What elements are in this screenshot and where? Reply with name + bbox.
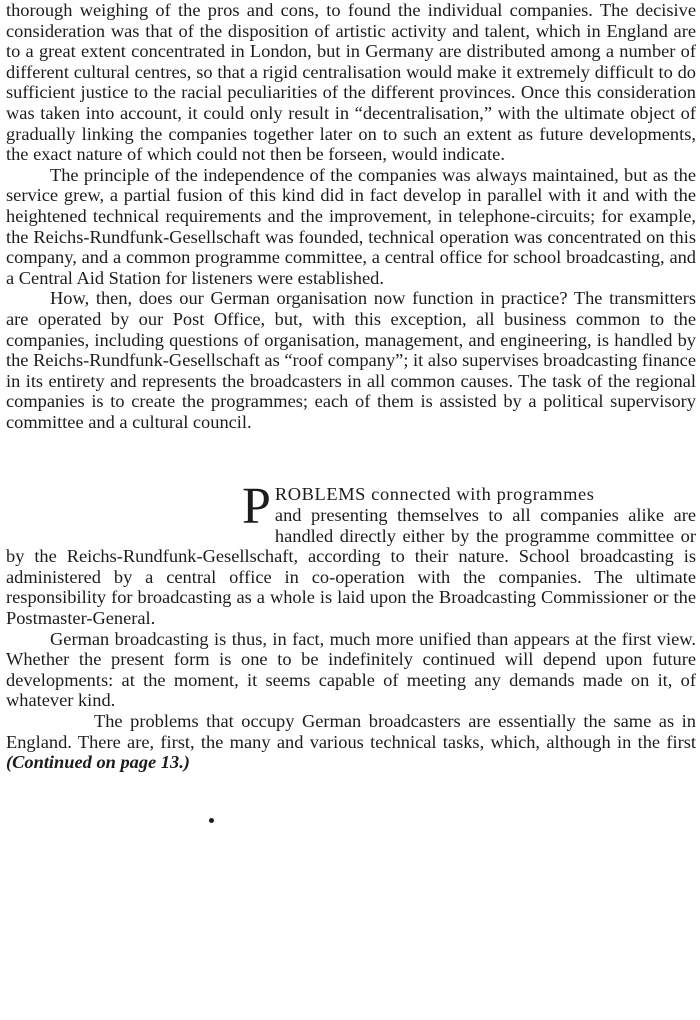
section-gap [6,432,696,484]
paragraph-6-text: The problems that occupy German broadcasters are essentially the same as in England. There are, first, the many and various technical tasks, which, although in the first [6,711,696,752]
article-paragraph-2: The principle of the independence of the companies was always maintained, but as the service grew, a partial fusion of this kind did in fact develop in parallel with it and with the heightened technical requirements and the improvement, in telephone-circuits; for example, the Reichs-Rundfunk-Gesellschaft was founded, technical operation was concentrated on this company, and a common programme committee, a central office for school broadcasting, and a Central Aid Station for listeners were established. [6,164,696,288]
article-paragraph-6 [6,711,696,773]
article-paragraph-1: thorough weighing of the pros and cons, to found the individual companies. The decisive consideration was that of the disposition of artistic activity and talent, which in England are to a great extent concentrated in London, but in Germany are distributed among a number of different cultural centres, so that a rigid centralisation would make it extremely difficult to do sufficient justice to the racial peculiarities of the different provinces. Once this consideration was taken into account, it could only result in “decentralisation,” with the ultimate object of gradually linking the companies together later on to such an extent as future developments, the exact nature of which could not then be forseen, would indicate. [6,0,696,165]
article-paragraph-5: German broadcasting is thus, in fact, much more unified than appears at the first view. Whether the present form is one to be indefinitely continued will depend upon future developments: at the moment, it seems capable of meeting any demands made on it, of whatever kind. [6,628,696,711]
article-paragraph-3: How, then, does our German organisation now function in practice? The transmitters are operated by our Post Office, but, with this exception, all business common to the companies, including questions of organisation, management, and engineering, is handled by the Reichs-Rundfunk-Gesellschaft as “roof company”; it also supervises broadcasting finance in its entirety and represents the broadcasters in all common causes. The task of the regional companies is to create the programmes; each of them is assisted by a political supervisory committee and a cultural council. [6,288,696,432]
continued-on-page-note: (Continued on page 13.) [6,752,190,773]
article-page [6,0,696,773]
print-speck [209,818,214,823]
drop-cap-continuation: and presenting themselves to all companies alike are handled directly either by the programme committee or by the Reichs-Rundfunk-Gesellschaft, according to their nature. School broadcasting is administered by a central office in co-operation with the companies. The ultimate responsibility for broadcasting as a whole is laid upon the Broadcasting Commissioner or the Postmaster-General. [6,505,696,629]
drop-cap-letter: P [242,478,271,536]
drop-cap-lead-text: ROBLEMS connected with programmes [274,484,595,505]
article-paragraph-4 [6,478,696,629]
